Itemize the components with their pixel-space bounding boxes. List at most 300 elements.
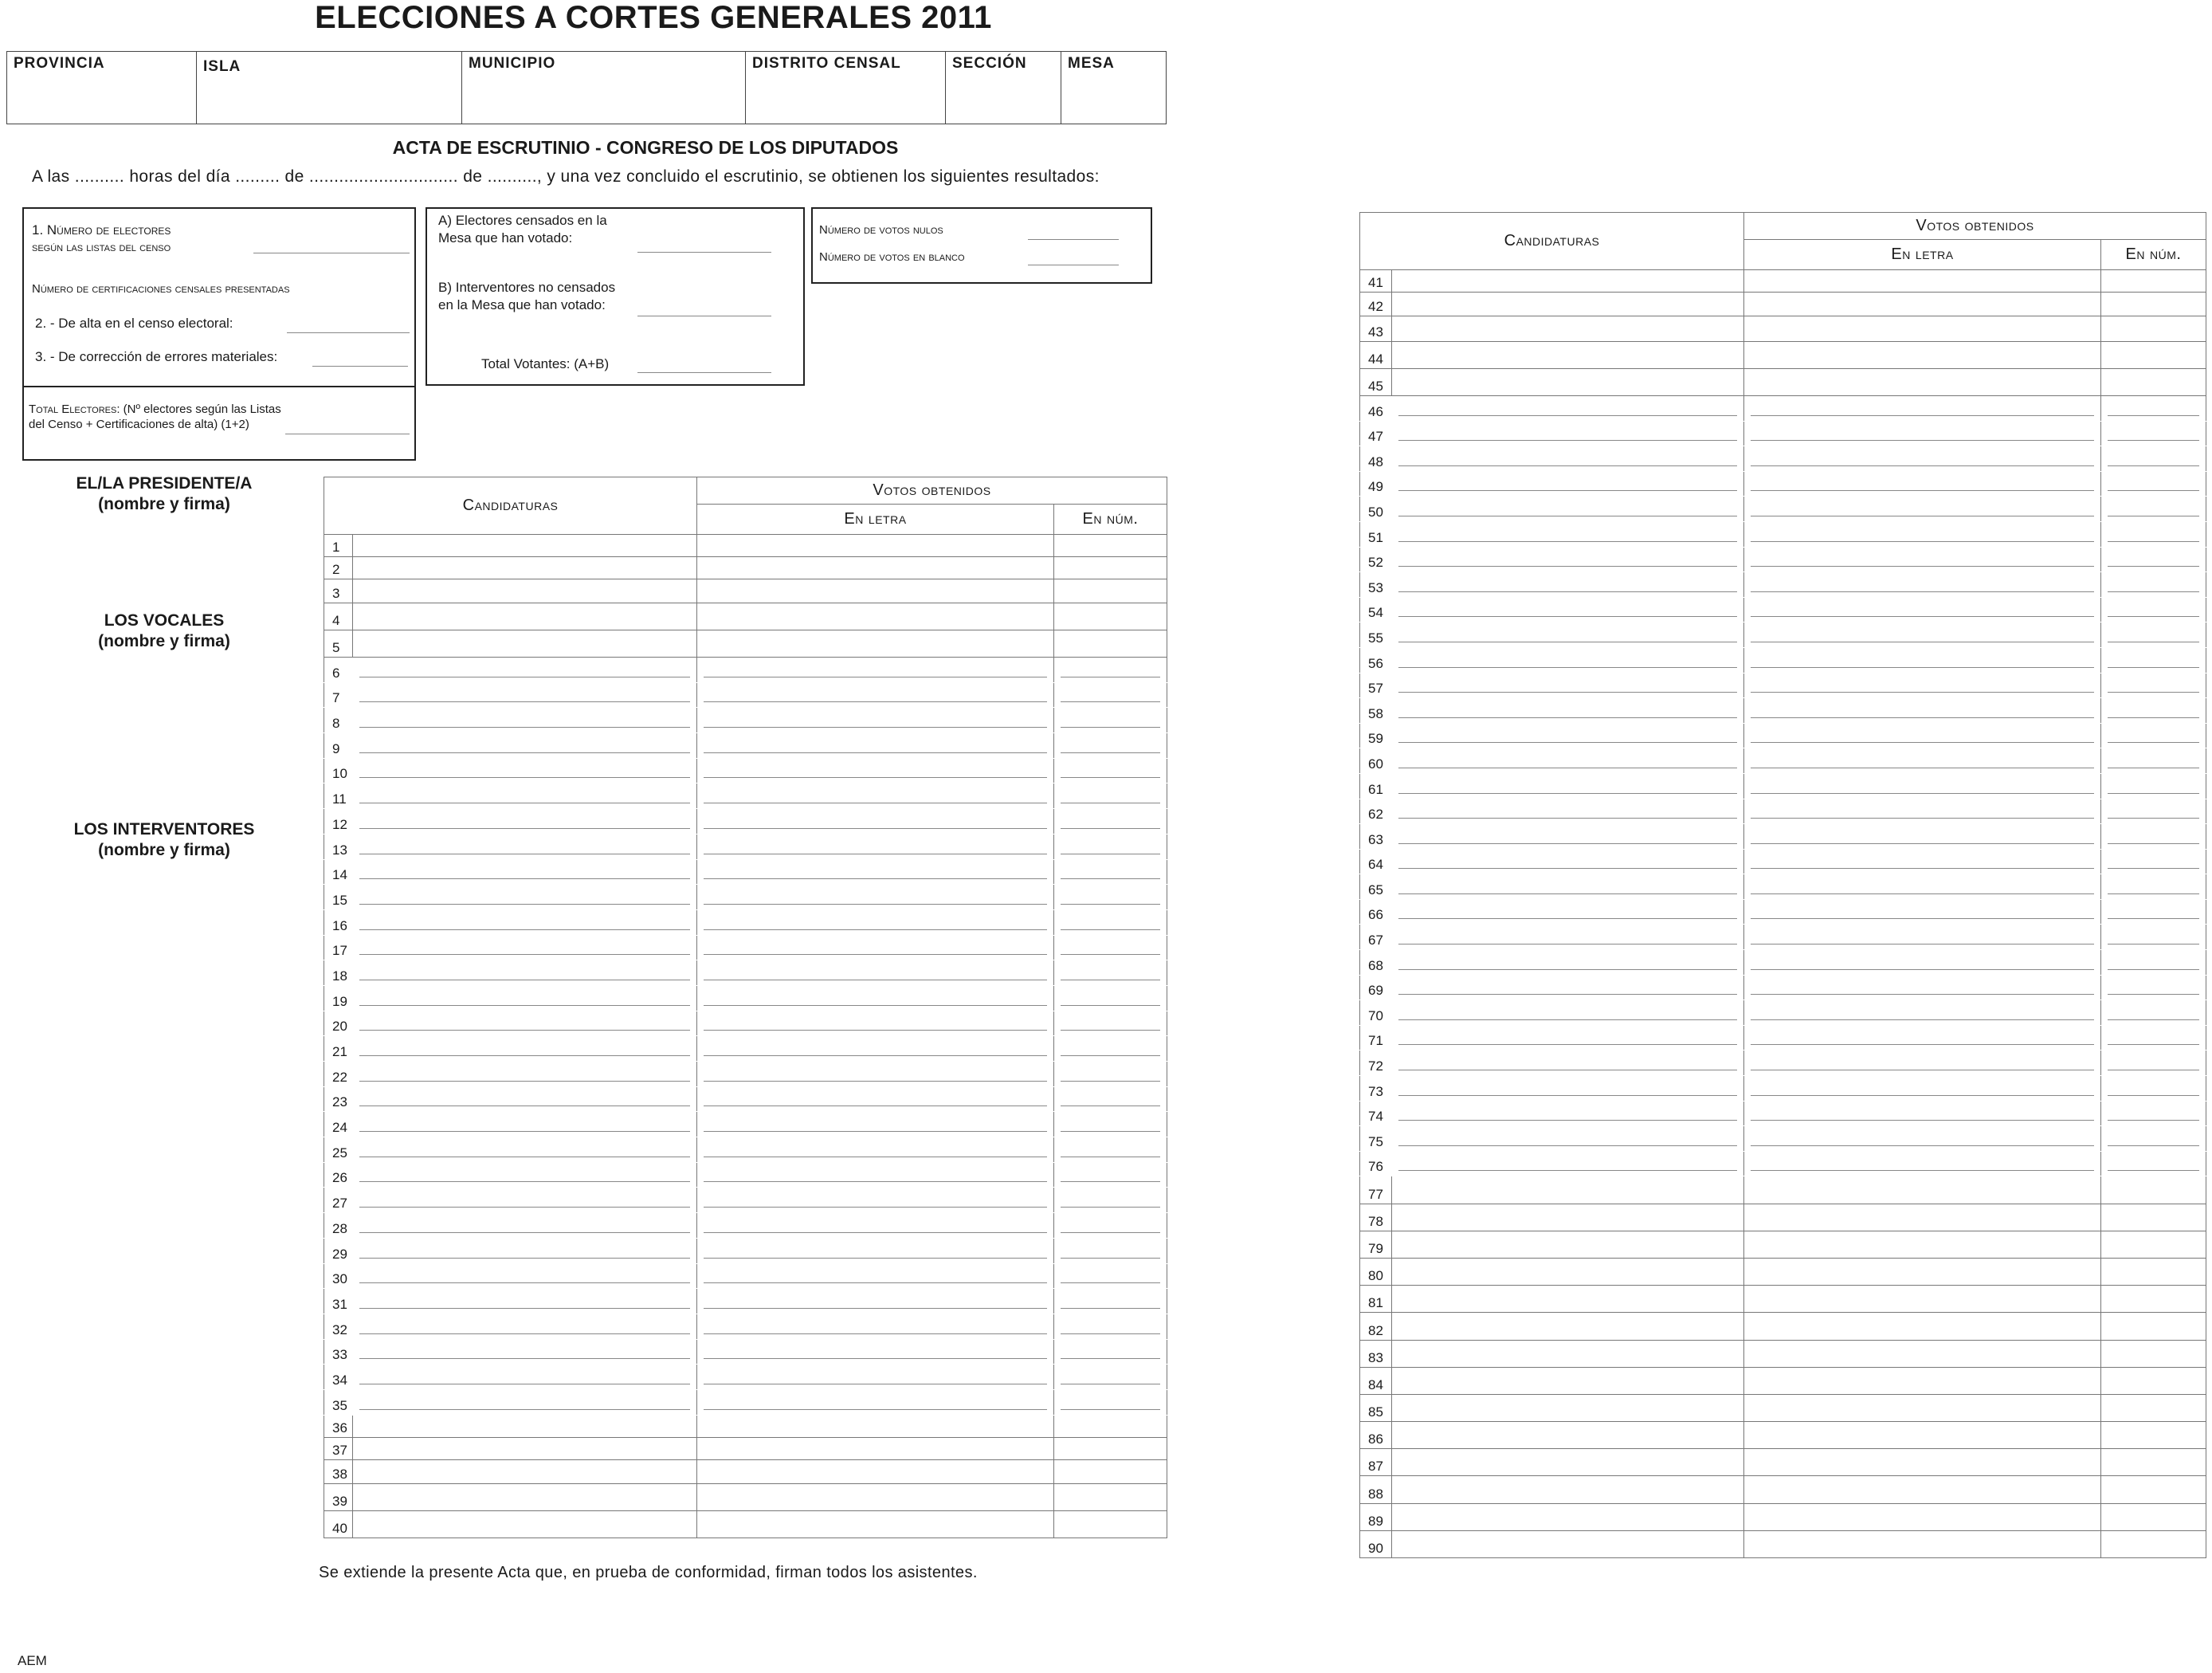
- item2-input-line[interactable]: [287, 332, 410, 333]
- candidatura-cell[interactable]: [353, 603, 697, 630]
- votos-num-cell[interactable]: [1054, 1062, 1167, 1087]
- votos-num-cell[interactable]: [2101, 316, 2206, 342]
- votos-num-cell[interactable]: [2101, 597, 2206, 622]
- candidatura-cell[interactable]: [1392, 316, 1744, 342]
- votos-letra-cell[interactable]: [1744, 799, 2101, 824]
- candidatura-cell[interactable]: [1392, 1394, 1744, 1421]
- votos-num-cell[interactable]: [2101, 1422, 2206, 1449]
- candidatura-cell[interactable]: [353, 1188, 697, 1213]
- candidatura-cell[interactable]: [353, 859, 697, 885]
- candidatura-cell[interactable]: [1392, 1231, 1744, 1258]
- votos-letra-cell[interactable]: [697, 708, 1054, 733]
- votos-num-cell[interactable]: [2101, 497, 2206, 522]
- candidatura-cell[interactable]: [353, 935, 697, 960]
- votos-num-cell[interactable]: [1054, 1415, 1167, 1437]
- votos-letra-cell[interactable]: [1744, 270, 2101, 293]
- votos-num-cell[interactable]: [2101, 950, 2206, 976]
- candidatura-cell[interactable]: [353, 535, 697, 557]
- interventores-signature-block[interactable]: [45, 819, 284, 861]
- votos-letra-cell[interactable]: [697, 1510, 1054, 1538]
- candidatura-cell[interactable]: [1392, 597, 1744, 622]
- candidatura-cell[interactable]: [1392, 950, 1744, 976]
- votos-num-cell[interactable]: [2101, 1449, 2206, 1476]
- candidatura-cell[interactable]: [1392, 1313, 1744, 1340]
- votos-num-cell[interactable]: [2101, 1286, 2206, 1313]
- votos-num-cell[interactable]: [1054, 935, 1167, 960]
- votos-num-cell[interactable]: [2101, 1367, 2206, 1394]
- votos-num-cell[interactable]: [1054, 1483, 1167, 1510]
- candidatura-cell[interactable]: [1392, 1449, 1744, 1476]
- votos-num-cell[interactable]: [1054, 960, 1167, 986]
- votos-num-cell[interactable]: [1054, 1011, 1167, 1036]
- votos-letra-cell[interactable]: [697, 859, 1054, 885]
- row-number: 43: [1360, 316, 1392, 342]
- votos-letra-cell[interactable]: [697, 1437, 1054, 1459]
- votos-num-cell[interactable]: [2101, 1476, 2206, 1503]
- votos-num-cell[interactable]: [2101, 1101, 2206, 1126]
- votos-letra-cell[interactable]: [697, 1339, 1054, 1365]
- votos-num-cell[interactable]: [2101, 1025, 2206, 1051]
- votos-letra-cell[interactable]: [697, 909, 1054, 935]
- votos-letra-cell[interactable]: [697, 1137, 1054, 1163]
- candidatura-cell[interactable]: [353, 1162, 697, 1188]
- candidatura-cell[interactable]: [353, 579, 697, 603]
- votos-letra-cell[interactable]: [697, 1415, 1054, 1437]
- seccion-field[interactable]: [946, 52, 1061, 124]
- votos-num-cell[interactable]: [2101, 1126, 2206, 1152]
- votos-letra-cell[interactable]: [697, 557, 1054, 579]
- candidatura-cell[interactable]: [1392, 1204, 1744, 1231]
- candidatura-cell[interactable]: [1392, 396, 1744, 422]
- votos-num-cell[interactable]: [1054, 1213, 1167, 1239]
- candidatura-cell[interactable]: [353, 658, 697, 683]
- votos-num-cell[interactable]: [1054, 859, 1167, 885]
- votos-num-cell[interactable]: [2101, 799, 2206, 824]
- votos-letra-cell[interactable]: [1744, 497, 2101, 522]
- presidente-signature-block[interactable]: [45, 473, 284, 515]
- candidatura-cell[interactable]: [1392, 446, 1744, 472]
- votos-num-cell[interactable]: [1054, 557, 1167, 579]
- votos-letra-cell[interactable]: [1744, 1051, 2101, 1076]
- provincia-field[interactable]: [7, 52, 197, 124]
- votos-letra-cell[interactable]: [1744, 1313, 2101, 1340]
- candidatura-cell[interactable]: [353, 1483, 697, 1510]
- votos-letra-cell[interactable]: [697, 1314, 1054, 1339]
- candidatura-cell[interactable]: [353, 834, 697, 859]
- votos-letra-cell[interactable]: [1744, 1000, 2101, 1026]
- votos-letra-cell[interactable]: [1744, 1076, 2101, 1102]
- votos-letra-cell[interactable]: [1744, 369, 2101, 396]
- votos-num-cell[interactable]: [2101, 899, 2206, 925]
- votos-letra-cell[interactable]: [1744, 925, 2101, 950]
- candidatura-cell[interactable]: [353, 630, 697, 658]
- votos-letra-cell[interactable]: [1744, 342, 2101, 369]
- candidatura-cell[interactable]: [1392, 925, 1744, 950]
- votos-num-cell[interactable]: [1054, 783, 1167, 809]
- candidatura-cell[interactable]: [1392, 1258, 1744, 1285]
- candidatura-cell[interactable]: [353, 1437, 697, 1459]
- votos-letra-cell[interactable]: [1744, 293, 2101, 316]
- votos-num-cell[interactable]: [2101, 1313, 2206, 1340]
- candidatura-cell[interactable]: [1392, 874, 1744, 900]
- vocales-signature-block[interactable]: [45, 611, 284, 652]
- votos-letra-cell[interactable]: [697, 535, 1054, 557]
- mesa-field[interactable]: [1061, 52, 1166, 124]
- votos-letra-cell[interactable]: [1744, 975, 2101, 1000]
- votos-num-cell[interactable]: [2101, 369, 2206, 396]
- votos-letra-cell[interactable]: [1744, 1286, 2101, 1313]
- candidatura-cell[interactable]: [1392, 1176, 1744, 1204]
- candidatura-cell[interactable]: [1392, 799, 1744, 824]
- candidatura-cell[interactable]: [353, 1086, 697, 1112]
- candidatura-cell[interactable]: [353, 733, 697, 759]
- votos-num-cell[interactable]: [2101, 471, 2206, 497]
- candidatura-cell[interactable]: [1392, 723, 1744, 748]
- candidatura-cell[interactable]: [1392, 572, 1744, 598]
- candidatura-cell[interactable]: [1392, 1126, 1744, 1152]
- votos-num-cell[interactable]: [1054, 834, 1167, 859]
- votos-num-cell[interactable]: [1054, 535, 1167, 557]
- votos-num-cell[interactable]: [1054, 885, 1167, 910]
- municipio-field[interactable]: [462, 52, 746, 124]
- candidatura-cell[interactable]: [353, 708, 697, 733]
- votantes-a-line1: A) Electores censados en la: [438, 213, 607, 228]
- votos-num-cell[interactable]: [2101, 925, 2206, 950]
- votos-letra-cell[interactable]: [1744, 673, 2101, 698]
- candidatura-cell[interactable]: [1392, 899, 1744, 925]
- votantes-a-input-line[interactable]: [637, 252, 771, 253]
- votos-letra-cell[interactable]: [1744, 1340, 2101, 1367]
- votos-letra-cell[interactable]: [697, 935, 1054, 960]
- candidatura-cell[interactable]: [353, 1314, 697, 1339]
- votos-num-cell[interactable]: [2101, 446, 2206, 472]
- candidatura-cell[interactable]: [353, 1339, 697, 1365]
- table-row: [1360, 673, 2206, 698]
- votos-letra-cell[interactable]: [697, 985, 1054, 1011]
- row-number: 46: [1360, 396, 1392, 422]
- votos-letra-cell[interactable]: [1744, 899, 2101, 925]
- votos-num-cell[interactable]: [1054, 708, 1167, 733]
- candidatura-cell[interactable]: [1392, 369, 1744, 396]
- votos-letra-cell[interactable]: [1744, 1476, 2101, 1503]
- candidatura-cell[interactable]: [353, 557, 697, 579]
- votos-letra-cell[interactable]: [1744, 421, 2101, 446]
- votos-letra-cell[interactable]: [1744, 1503, 2101, 1530]
- votos-num-cell[interactable]: [2101, 849, 2206, 874]
- votos-letra-cell[interactable]: [1744, 521, 2101, 547]
- votos-letra-cell[interactable]: [1744, 748, 2101, 774]
- item3-input-line[interactable]: [312, 366, 408, 367]
- candidatura-cell[interactable]: [353, 783, 697, 809]
- candidatura-cell[interactable]: [1392, 1476, 1744, 1503]
- votos-num-cell[interactable]: [1054, 682, 1167, 708]
- votos-letra-cell[interactable]: [1744, 446, 2101, 472]
- table-row: [324, 1339, 1167, 1365]
- candidatura-cell[interactable]: [353, 809, 697, 835]
- votos-num-cell[interactable]: [2101, 622, 2206, 648]
- votos-num-cell[interactable]: [1054, 1036, 1167, 1062]
- votos-num-cell[interactable]: [2101, 547, 2206, 572]
- votos-num-cell[interactable]: [1054, 1510, 1167, 1538]
- candidatura-cell[interactable]: [353, 1289, 697, 1314]
- candidatura-cell[interactable]: [353, 1213, 697, 1239]
- votos-letra-cell[interactable]: [697, 834, 1054, 859]
- votos-num-cell[interactable]: [2101, 1151, 2206, 1176]
- votos-num-cell[interactable]: [1054, 1086, 1167, 1112]
- votos-letra-cell[interactable]: [697, 733, 1054, 759]
- row-number: 15: [324, 885, 353, 910]
- candidatura-cell[interactable]: [353, 1112, 697, 1137]
- votos-num-cell[interactable]: [2101, 1258, 2206, 1285]
- votos-num-cell[interactable]: [2101, 1051, 2206, 1076]
- votos-num-cell[interactable]: [1054, 909, 1167, 935]
- votos-num-cell[interactable]: [1054, 1238, 1167, 1263]
- votos-num-cell[interactable]: [1054, 1162, 1167, 1188]
- candidatura-cell[interactable]: [1392, 647, 1744, 673]
- votos-letra-cell[interactable]: [1744, 1101, 2101, 1126]
- candidatura-cell[interactable]: [353, 960, 697, 986]
- votos-num-cell[interactable]: [2101, 1176, 2206, 1204]
- votos-num-cell[interactable]: [2101, 723, 2206, 748]
- votos-letra-cell[interactable]: [1744, 1025, 2101, 1051]
- votos-num-cell[interactable]: [1054, 658, 1167, 683]
- candidatura-cell[interactable]: [1392, 270, 1744, 293]
- candidatura-cell[interactable]: [1392, 547, 1744, 572]
- votos-letra-cell[interactable]: [697, 1459, 1054, 1483]
- candidatura-cell[interactable]: [1392, 1340, 1744, 1367]
- votos-letra-cell[interactable]: [1744, 1151, 2101, 1176]
- votos-num-cell[interactable]: [1054, 1188, 1167, 1213]
- votos-letra-cell[interactable]: [1744, 874, 2101, 900]
- votos-letra-cell[interactable]: [697, 1263, 1054, 1289]
- votos-letra-cell[interactable]: [1744, 824, 2101, 850]
- votos-letra-cell[interactable]: [697, 1213, 1054, 1239]
- candidatura-cell[interactable]: [1392, 1076, 1744, 1102]
- candidatura-cell[interactable]: [1392, 1422, 1744, 1449]
- votos-letra-cell[interactable]: [1744, 849, 2101, 874]
- candidatura-cell[interactable]: [353, 1459, 697, 1483]
- votos-letra-cell[interactable]: [1744, 773, 2101, 799]
- row-number: 22: [324, 1062, 353, 1087]
- votos-num-cell[interactable]: [2101, 1076, 2206, 1102]
- candidatura-cell[interactable]: [1392, 1000, 1744, 1026]
- total-votantes-input-line[interactable]: [637, 372, 771, 373]
- votos-letra-cell[interactable]: [1744, 547, 2101, 572]
- votos-num-cell[interactable]: [1054, 1289, 1167, 1314]
- candidatura-cell[interactable]: [1392, 342, 1744, 369]
- votos-letra-cell[interactable]: [1744, 572, 2101, 598]
- candidatura-cell[interactable]: [353, 1365, 697, 1390]
- votos-num-cell[interactable]: [2101, 1530, 2206, 1557]
- candidatura-cell[interactable]: [1392, 698, 1744, 724]
- candidatura-cell[interactable]: [353, 1263, 697, 1289]
- votos-letra-cell[interactable]: [697, 1086, 1054, 1112]
- votos-letra-cell[interactable]: [1744, 1258, 2101, 1285]
- votos-letra-cell[interactable]: [1744, 1367, 2101, 1394]
- votos-letra-cell[interactable]: [697, 783, 1054, 809]
- candidatura-cell[interactable]: [1392, 975, 1744, 1000]
- candidatura-cell[interactable]: [1392, 293, 1744, 316]
- candidatura-cell[interactable]: [353, 1510, 697, 1538]
- votos-num-cell[interactable]: [2101, 1340, 2206, 1367]
- votos-letra-cell[interactable]: [697, 1238, 1054, 1263]
- votos-num-cell[interactable]: [1054, 985, 1167, 1011]
- votos-num-cell[interactable]: [2101, 748, 2206, 774]
- votos-letra-cell[interactable]: [1744, 1394, 2101, 1421]
- candidatura-cell[interactable]: [1392, 1367, 1744, 1394]
- votos-letra-cell[interactable]: [697, 579, 1054, 603]
- candidatura-cell[interactable]: [353, 1238, 697, 1263]
- votos-num-cell[interactable]: [2101, 874, 2206, 900]
- votos-letra-cell[interactable]: [697, 809, 1054, 835]
- votos-letra-cell[interactable]: [1744, 597, 2101, 622]
- votos-num-cell[interactable]: [2101, 824, 2206, 850]
- candidatura-cell[interactable]: [1392, 1151, 1744, 1176]
- candidatura-cell[interactable]: [1392, 673, 1744, 698]
- votos-num-cell[interactable]: [1054, 1365, 1167, 1390]
- votos-letra-cell[interactable]: [1744, 698, 2101, 724]
- votos-letra-cell[interactable]: [697, 1112, 1054, 1137]
- row-number: 83: [1360, 1340, 1392, 1367]
- votos-letra-cell[interactable]: [1744, 1530, 2101, 1557]
- votos-num-cell[interactable]: [2101, 698, 2206, 724]
- table-row: [1360, 1101, 2206, 1126]
- candidatura-cell[interactable]: [1392, 1025, 1744, 1051]
- votos-num-cell[interactable]: [2101, 1000, 2206, 1026]
- votos-letra-cell[interactable]: [1744, 1449, 2101, 1476]
- votos-letra-cell[interactable]: [1744, 1176, 2101, 1204]
- votos-num-cell[interactable]: [2101, 1204, 2206, 1231]
- candidatura-cell[interactable]: [1392, 748, 1744, 774]
- row-number: 29: [324, 1238, 353, 1263]
- votos-letra-cell[interactable]: [1744, 1231, 2101, 1258]
- results-table-right: [1359, 212, 2206, 1558]
- candidatura-cell[interactable]: [1392, 521, 1744, 547]
- votos-letra-cell[interactable]: [1744, 950, 2101, 976]
- votos-num-cell[interactable]: [2101, 421, 2206, 446]
- votos-num-cell[interactable]: [1054, 1459, 1167, 1483]
- votos-num-cell[interactable]: [1054, 758, 1167, 783]
- candidatura-cell[interactable]: [1392, 849, 1744, 874]
- votos-num-cell[interactable]: [2101, 1394, 2206, 1421]
- votos-num-cell[interactable]: [2101, 396, 2206, 422]
- votos-num-cell[interactable]: [2101, 293, 2206, 316]
- votos-num-cell[interactable]: [1054, 1137, 1167, 1163]
- candidatura-cell[interactable]: [1392, 497, 1744, 522]
- candidatura-cell[interactable]: [353, 1389, 697, 1415]
- candidatura-cell[interactable]: [353, 909, 697, 935]
- votos-letra-cell[interactable]: [697, 1188, 1054, 1213]
- votos-num-cell[interactable]: [2101, 1503, 2206, 1530]
- votos-num-cell[interactable]: [1054, 1314, 1167, 1339]
- votos-letra-cell[interactable]: [697, 1389, 1054, 1415]
- candidatura-cell[interactable]: [1392, 421, 1744, 446]
- votos-num-cell[interactable]: [2101, 572, 2206, 598]
- votos-num-cell[interactable]: [1054, 1263, 1167, 1289]
- votos-num-cell[interactable]: [1054, 603, 1167, 630]
- votos-letra-cell[interactable]: [1744, 1422, 2101, 1449]
- votos-num-cell[interactable]: [1054, 809, 1167, 835]
- candidatura-cell[interactable]: [353, 1011, 697, 1036]
- votos-letra-cell[interactable]: [1744, 471, 2101, 497]
- votos-letra-cell[interactable]: [697, 658, 1054, 683]
- candidatura-cell[interactable]: [1392, 471, 1744, 497]
- isla-field[interactable]: [197, 52, 462, 124]
- candidatura-cell[interactable]: [1392, 1286, 1744, 1313]
- votos-num-cell[interactable]: [2101, 270, 2206, 293]
- candidatura-cell[interactable]: [1392, 622, 1744, 648]
- votos-letra-cell[interactable]: [697, 1483, 1054, 1510]
- votos-num-cell[interactable]: [2101, 342, 2206, 369]
- votos-letra-cell[interactable]: [697, 1062, 1054, 1087]
- votos-letra-cell[interactable]: [697, 603, 1054, 630]
- votos-num-cell[interactable]: [1054, 579, 1167, 603]
- interventores-title: LOS INTERVENTORES: [73, 820, 255, 838]
- candidatura-cell[interactable]: [1392, 1530, 1744, 1557]
- votos-num-cell[interactable]: [1054, 630, 1167, 658]
- candidatura-cell[interactable]: [353, 758, 697, 783]
- candidatura-cell[interactable]: [1392, 824, 1744, 850]
- votos-letra-cell[interactable]: [697, 682, 1054, 708]
- votos-num-cell[interactable]: [1054, 733, 1167, 759]
- candidatura-cell[interactable]: [353, 1415, 697, 1437]
- votos-num-cell[interactable]: [2101, 1231, 2206, 1258]
- votos-letra-cell[interactable]: [697, 1289, 1054, 1314]
- candidatura-cell[interactable]: [353, 1062, 697, 1087]
- votos-letra-cell[interactable]: [1744, 622, 2101, 648]
- votos-nulos-input-line[interactable]: [1028, 239, 1119, 240]
- votos-letra-cell[interactable]: [697, 1011, 1054, 1036]
- candidatura-cell[interactable]: [1392, 773, 1744, 799]
- votos-num-cell[interactable]: [2101, 647, 2206, 673]
- row-number: 51: [1360, 521, 1392, 547]
- distrito-censal-field[interactable]: [746, 52, 946, 124]
- votos-letra-cell[interactable]: [1744, 1126, 2101, 1152]
- candidatura-cell[interactable]: [353, 885, 697, 910]
- votos-num-cell[interactable]: [1054, 1389, 1167, 1415]
- votos-num-cell[interactable]: [1054, 1112, 1167, 1137]
- votos-letra-cell[interactable]: [697, 1365, 1054, 1390]
- votos-letra-cell[interactable]: [697, 1162, 1054, 1188]
- table-row: [1360, 824, 2206, 850]
- table-row: [1360, 1151, 2206, 1176]
- candidatura-cell[interactable]: [353, 1036, 697, 1062]
- row-number: 8: [324, 708, 353, 733]
- candidatura-cell[interactable]: [1392, 1503, 1744, 1530]
- votos-num-cell[interactable]: [2101, 521, 2206, 547]
- votos-letra-cell[interactable]: [697, 885, 1054, 910]
- votos-letra-cell[interactable]: [697, 1036, 1054, 1062]
- votos-num-cell[interactable]: [1054, 1339, 1167, 1365]
- votos-letra-cell[interactable]: [1744, 723, 2101, 748]
- candidatura-cell[interactable]: [1392, 1101, 1744, 1126]
- votos-num-cell[interactable]: [2101, 975, 2206, 1000]
- votos-num-cell[interactable]: [2101, 673, 2206, 698]
- votos-num-cell[interactable]: [2101, 773, 2206, 799]
- candidatura-cell[interactable]: [1392, 1051, 1744, 1076]
- votos-letra-cell[interactable]: [1744, 316, 2101, 342]
- votos-letra-cell[interactable]: [697, 758, 1054, 783]
- votos-num-cell[interactable]: [1054, 1437, 1167, 1459]
- candidatura-cell[interactable]: [353, 682, 697, 708]
- candidatura-cell[interactable]: [353, 1137, 697, 1163]
- candidatura-cell[interactable]: [353, 985, 697, 1011]
- votos-letra-cell[interactable]: [1744, 396, 2101, 422]
- votos-letra-cell[interactable]: [1744, 647, 2101, 673]
- votos-letra-cell[interactable]: [697, 960, 1054, 986]
- votos-letra-cell[interactable]: [697, 630, 1054, 658]
- votos-letra-cell[interactable]: [1744, 1204, 2101, 1231]
